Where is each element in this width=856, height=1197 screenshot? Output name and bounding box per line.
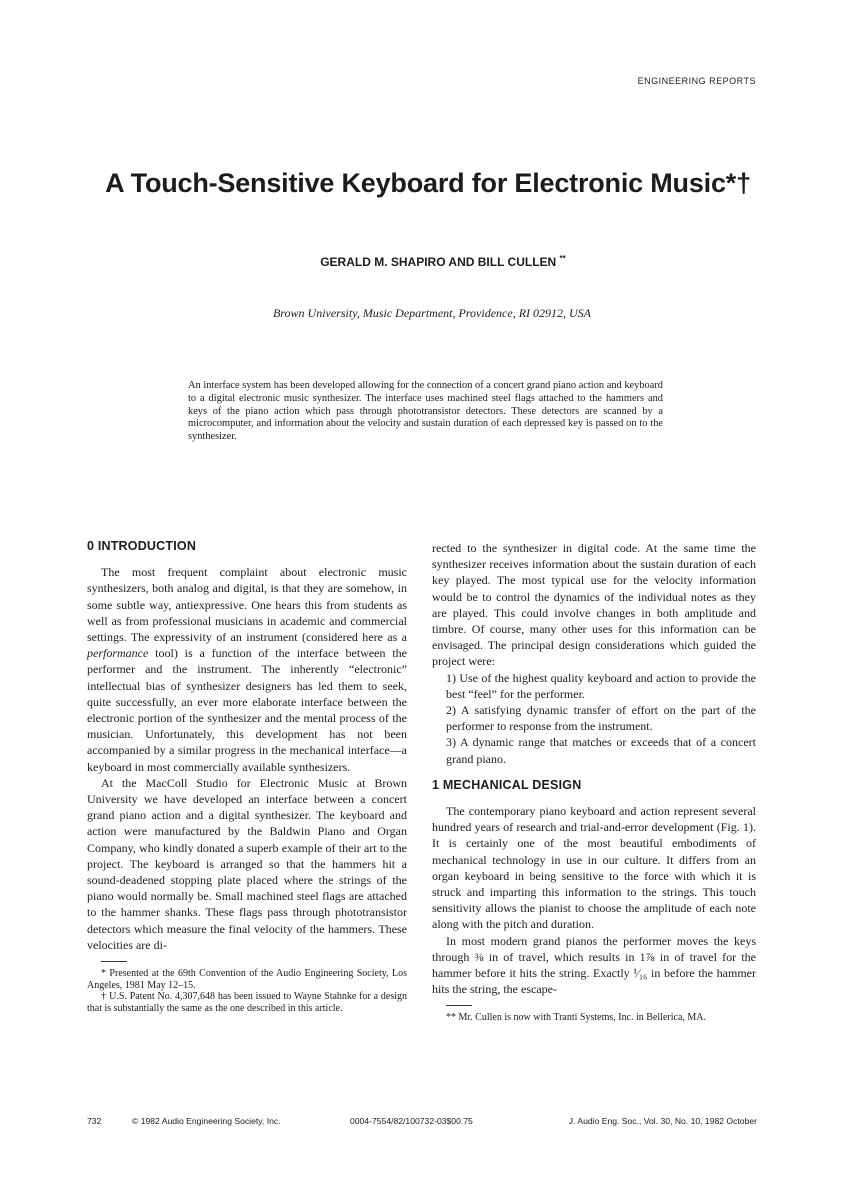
intro-p1-start: The most frequent complaint about electronic music synthesizers, both analog and digital, is that they are somehow, in some subtle way, antiexpressive. One hears this from students as well as from professional musicians in academic and commercial settings. The expressivity of an instrument (considered here as a	[87, 565, 407, 645]
publication-code: 0004-7554/82/100732-03$00.75	[350, 1116, 473, 1126]
author-names: GERALD M. SHAPIRO AND BILL CULLEN	[320, 255, 557, 269]
footnote-double-star: ** Mr. Cullen is now with Tranti Systems, Inc. in Bellerica, MA.	[446, 1012, 706, 1024]
copyright: © 1982 Audio Engineering Society, Inc.	[132, 1116, 281, 1126]
abstract: An interface system has been developed allowing for the connection of a concert grand piano action and keyboard to a digital electronic music synthesizer. The interface uses machined steel flags attached to the hammers and keys of the piano action which pass through phototransistor detectors. These detectors are scanned by a microcomputer, and information about the velocity and sustain duration of each depressed key is passed on to the synthesizer.	[188, 380, 663, 443]
footnote-rule	[101, 961, 127, 962]
intro-paragraph-3: rected to the synthesizer in digital code. At the same time the synthesizer receives information about the sustain duration of each key played. The most typical use for the velocity information would be to control the dynamics of the individual notes as they are played. This could involve changes in both amplitude and timbre. Of course, many other uses for this information can be envisaged. The principal design considerations which guided the project were:	[432, 541, 756, 669]
intro-paragraph-2: At the MacColl Studio for Electronic Music at Brown University we have developed an interface between a concert grand piano action and a digital synthesizer. The keyboard and action were manufactured by the Baldwin Piano and Organ Company, who kindly donated a superb example of their art to the project. The keyboard is arranged so that the hammers hit a sound-deadened stopping plate placed where the strings of the piano would normally be. Small machined steel flags are attached to the hammer shanks. These flags pass through phototransistor detectors which measure the final velocity of the hammers. These velocities are di-	[87, 775, 407, 952]
footnote-star: * Presented at the 69th Convention of the Audio Engineering Society, Los Angeles, 1981 May 12–15.	[87, 968, 407, 991]
design-consideration-1: 1) Use of the highest quality keyboard and action to provide the best “feel” for the performer.	[446, 670, 756, 701]
design-consideration-3: 3) A dynamic range that matches or exceeds that of a concert grand piano.	[446, 735, 756, 766]
author-footnote-mark: **	[559, 254, 566, 263]
intro-p1-emphasis: performance	[87, 646, 149, 661]
section-label: ENGINEERING REPORTS	[637, 76, 756, 86]
intro-p1-end: tool) is a function of the interface between the performer and the instrument. The inherently “electronic” intellectual bias of synthesizer designers has led them to seek, quite successfully, an ever more elaborate interface between the electronic portion of the synthesizer and the mental process of the musician. Unfortunately, this development has not been accompanied by a similar progress in the mechanical interface—a keyboard in most commercially available synthesizers.	[87, 646, 407, 774]
mechanical-paragraph-2: In most modern grand pianos the performer moves the keys through ⅜ in of travel, which results in 1⅞ in of travel for the hammer before it hits the string. Exactly ¹⁄₁₆ in before the hammer hits the string, the escape-	[432, 933, 756, 997]
journal-citation: J. Audio Eng. Soc., Vol. 30, No. 10, 1982 October	[568, 1116, 757, 1126]
mechanical-heading: 1 MECHANICAL DESIGN	[432, 777, 582, 792]
design-consideration-2: 2) A satisfying dynamic transfer of effort on the part of the performer to response from the instrument.	[446, 703, 756, 734]
footnote-rule-right	[446, 1005, 472, 1006]
left-column	[87, 538, 407, 1014]
footnote-dagger: † U.S. Patent No. 4,307,648 has been issued to Wayne Stahnke for a design that is substantially the same as the one described in this article.	[87, 991, 407, 1014]
authors	[0, 254, 856, 269]
mechanical-paragraph-1: The contemporary piano keyboard and action represent several hundred years of research and trial-and-error development (Fig. 1). It is certainly one of the most beautiful embodiments of mechanical technology in use in our culture. It differs from an organ keyboard in being sensitive to the force with which it is struck and imparting this information to the strings. This touch sensitivity allows the pianist to choose the amplitude of each note along with the pitch and duration.	[432, 804, 756, 932]
right-column	[432, 540, 756, 1024]
intro-heading: 0 INTRODUCTION	[87, 539, 197, 553]
intro-paragraph-1	[87, 564, 407, 775]
article-title: A Touch-Sensitive Keyboard for Electronic Music*†	[105, 168, 751, 198]
page-number: 732	[87, 1116, 102, 1126]
affiliation: Brown University, Music Department, Providence, RI 02912, USA	[272, 306, 592, 320]
